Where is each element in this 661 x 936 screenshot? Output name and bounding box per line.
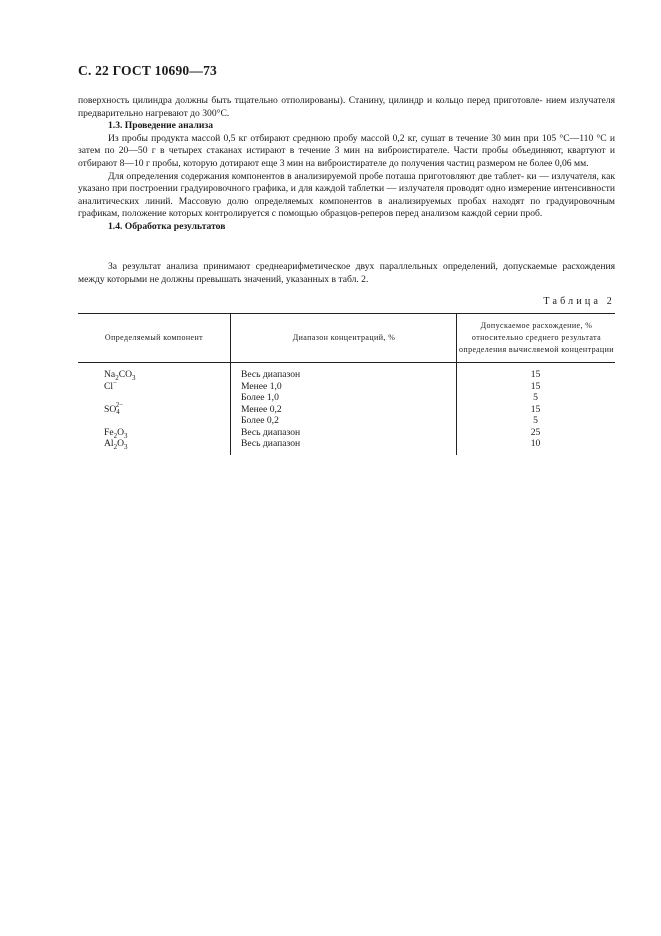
header-allowed-difference: Допускаемое расхождение, % относительно среднего результата определения вычисляемой концентрации [456, 314, 616, 362]
section-heading-1-3: 1.3. Проведение анализа [108, 120, 214, 132]
value-cell: 25 [530, 426, 541, 438]
component-al2o3: $Al_2O_3$ [104, 438, 128, 451]
header-component: Определяемый компонент [104, 333, 204, 342]
table-row [78, 427, 615, 439]
page-header: С. 22 ГОСТ 10690—73 [78, 63, 217, 78]
component-so4: $SO_4^{2-}$ [104, 401, 124, 417]
value-cell: 15 [530, 403, 541, 415]
section-heading-1-4: 1.4. Обработка результатов [108, 220, 226, 232]
paragraph-results: За результат анализа принимают среднеарифметическое двух параллельных определений, допускаемые расхождения между которыми не должны превышать значений, указанных в табл. 2. [78, 261, 615, 285]
table-row [78, 378, 615, 393]
table-row [78, 369, 615, 381]
table-row [78, 392, 615, 404]
value-cell: 15 [530, 380, 541, 392]
value-cell: 15 [530, 369, 541, 380]
component-na2co3: $Na_2CO_3$ [104, 369, 136, 382]
range-cell: Менее 1,0 [241, 380, 282, 392]
table-title: Таблица 2 [543, 296, 615, 307]
value-cell: 5 [533, 392, 538, 403]
range-cell: Более 1,0 [241, 392, 279, 403]
paragraph-analysis-1: Из пробы продукта массой 0,5 кг отбирают среднюю пробу массой 0,2 кг, сушат в течение 30 мин при 105 °С—110 °С и затем по 20—50 г в четырех стаканах истирают в течение 3 мин на виброистирателе. Части пробы объединяют, квартуют и отбирают 8—10 г пробы, которую дотирают еще 3 мин на виброистирателе до получения частиц размером не более 0,06 мм. [78, 132, 615, 169]
value-cell: 5 [533, 415, 538, 426]
results-text [78, 261, 615, 286]
range-cell: Весь диапазон [241, 426, 301, 438]
component-fe2o3: $Fe_2O_3$ [104, 426, 128, 440]
value-cell: 10 [530, 438, 541, 449]
paragraph-analysis-2: Для определения содержания компонентов в анализируемой пробе поташа приготовляют две таблет- ки — излучателя, как указано при построении градуировочного графика, и для каждой таблетки — излучателя проводят одно измерение интенсивности аналитических линий. Массовую долю определяемых компонентов в анализируемых пробах находят по градуировочным графикам, положение которых контролируется с помощью образцов-реперов перед анализом каждой серии проб. [78, 170, 615, 220]
document-body [78, 95, 615, 234]
range-cell: Весь диапазон [241, 369, 301, 380]
data-table [78, 313, 615, 455]
table-row [78, 401, 615, 417]
table-row [78, 438, 615, 450]
table-header [78, 313, 615, 363]
range-cell: Менее 0,2 [241, 403, 282, 415]
range-cell: Более 0,2 [241, 415, 279, 426]
intro-paragraph: поверхность цилиндра должны быть тщательно отполированы). Станину, цилиндр и кольцо перед приготовле- нием излучателя предварительно нагревают до 300°С. [78, 95, 615, 119]
component-cl: Cl− [104, 378, 118, 392]
table-row [78, 415, 615, 427]
range-cell: Весь диапазон [241, 438, 301, 449]
table-body [78, 363, 615, 455]
header-range: Диапазон концентраций, % [230, 314, 457, 362]
